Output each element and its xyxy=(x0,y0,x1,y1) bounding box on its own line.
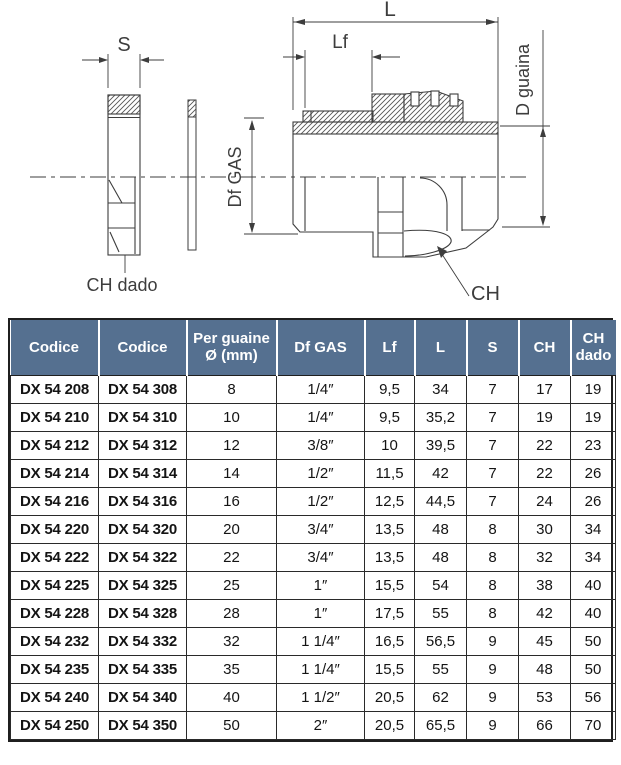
table-cell: DX 54 240 xyxy=(11,683,99,711)
table-cell: 15,5 xyxy=(365,571,415,599)
table-cell: 9,5 xyxy=(365,375,415,403)
table-cell: 38 xyxy=(519,571,571,599)
table-cell: 15,5 xyxy=(365,655,415,683)
table-cell: 40 xyxy=(571,599,616,627)
col-header-s: S xyxy=(467,320,519,375)
dimension-d-guaina xyxy=(500,30,550,227)
table-cell: 35 xyxy=(187,655,277,683)
table-cell: 14 xyxy=(187,459,277,487)
table-cell: DX 54 328 xyxy=(99,599,187,627)
table-cell: 17,5 xyxy=(365,599,415,627)
table-cell: 39,5 xyxy=(415,431,467,459)
table-cell: DX 54 208 xyxy=(11,375,99,403)
table-cell: 56,5 xyxy=(415,627,467,655)
table-cell: 8 xyxy=(187,375,277,403)
table-cell: 65,5 xyxy=(415,711,467,739)
col-header-codice-1: Codice xyxy=(11,320,99,375)
table-cell: 70 xyxy=(571,711,616,739)
table-cell: 8 xyxy=(467,515,519,543)
table-cell: 13,5 xyxy=(365,543,415,571)
table-cell: 53 xyxy=(519,683,571,711)
table-cell: DX 54 322 xyxy=(99,543,187,571)
table-cell: 1/2″ xyxy=(277,487,365,515)
table-cell: 32 xyxy=(519,543,571,571)
table-cell: 1 1/4″ xyxy=(277,655,365,683)
table-cell: 20,5 xyxy=(365,683,415,711)
table-cell: 9 xyxy=(467,711,519,739)
washer-view xyxy=(188,100,196,250)
table-cell: 56 xyxy=(571,683,616,711)
table-cell: 35,2 xyxy=(415,403,467,431)
table-cell: 16 xyxy=(187,487,277,515)
table-cell: DX 54 316 xyxy=(99,487,187,515)
table-cell: 55 xyxy=(415,655,467,683)
table-cell: 7 xyxy=(467,459,519,487)
table-cell: 8 xyxy=(467,571,519,599)
table-cell: 30 xyxy=(519,515,571,543)
table-cell: 3/4″ xyxy=(277,515,365,543)
table-cell: 22 xyxy=(519,431,571,459)
table-cell: 3/8″ xyxy=(277,431,365,459)
table-cell: 32 xyxy=(187,627,277,655)
table-row xyxy=(11,459,616,487)
table-cell: 40 xyxy=(187,683,277,711)
table-cell: 7 xyxy=(467,403,519,431)
table-cell: 20 xyxy=(187,515,277,543)
table-cell: 40 xyxy=(571,571,616,599)
table-row xyxy=(11,403,616,431)
table-cell: 1 1/2″ xyxy=(277,683,365,711)
table-cell: 9 xyxy=(467,627,519,655)
table-cell: DX 54 340 xyxy=(99,683,187,711)
table-cell: 13,5 xyxy=(365,515,415,543)
table-cell: 12 xyxy=(187,431,277,459)
table-cell: 9 xyxy=(467,655,519,683)
table-header-row xyxy=(11,320,616,375)
col-header-df-gas: Df GAS xyxy=(277,320,365,375)
col-header-ch: CH xyxy=(519,320,571,375)
table-cell: DX 54 314 xyxy=(99,459,187,487)
table-row xyxy=(11,515,616,543)
col-header-per-guaine: Per guaine Ø (mm) xyxy=(187,320,277,375)
body-section-view xyxy=(293,91,498,257)
nut-section-view xyxy=(108,95,140,255)
table-cell: 8 xyxy=(467,543,519,571)
table-cell: DX 54 308 xyxy=(99,375,187,403)
table-cell: DX 54 350 xyxy=(99,711,187,739)
callout-ch-label: CH xyxy=(471,283,500,305)
table-cell: 10 xyxy=(365,431,415,459)
table-row xyxy=(11,431,616,459)
dimension-df-gas xyxy=(225,118,298,234)
table-row xyxy=(11,683,616,711)
table-cell: 20,5 xyxy=(365,711,415,739)
table-row xyxy=(11,627,616,655)
callout-ch xyxy=(437,246,500,305)
table-cell: 3/4″ xyxy=(277,543,365,571)
table-cell: 16,5 xyxy=(365,627,415,655)
dimension-s-label: S xyxy=(117,34,131,56)
technical-drawing xyxy=(0,0,621,312)
table-row xyxy=(11,543,616,571)
table-cell: 10 xyxy=(187,403,277,431)
table-row xyxy=(11,599,616,627)
table-cell: 42 xyxy=(415,459,467,487)
col-header-ch-dado: CH dado xyxy=(571,320,616,375)
table-cell: 7 xyxy=(467,431,519,459)
table-cell: 9,5 xyxy=(365,403,415,431)
table-cell: 7 xyxy=(467,375,519,403)
table-cell: DX 54 222 xyxy=(11,543,99,571)
table-cell: 8 xyxy=(467,599,519,627)
dimensions-table-grid xyxy=(10,320,616,740)
table-cell: 62 xyxy=(415,683,467,711)
table-cell: DX 54 235 xyxy=(11,655,99,683)
table-cell: 34 xyxy=(415,375,467,403)
table-row xyxy=(11,487,616,515)
callout-ch-dado xyxy=(86,255,157,295)
dimension-d-guaina-label: D guaina xyxy=(513,43,533,117)
table-cell: 17 xyxy=(519,375,571,403)
table-cell: 12,5 xyxy=(365,487,415,515)
col-header-codice-2: Codice xyxy=(99,320,187,375)
table-cell: DX 54 214 xyxy=(11,459,99,487)
table-cell: 54 xyxy=(415,571,467,599)
table-cell: 55 xyxy=(415,599,467,627)
dimension-lf-label: Lf xyxy=(332,32,348,53)
table-cell: 7 xyxy=(467,487,519,515)
table-cell: 48 xyxy=(519,655,571,683)
dimension-l-label: L xyxy=(384,0,396,21)
col-header-lf: Lf xyxy=(365,320,415,375)
table-cell: 23 xyxy=(571,431,616,459)
table-cell: 48 xyxy=(415,515,467,543)
table-cell: 42 xyxy=(519,599,571,627)
table-cell: 2″ xyxy=(277,711,365,739)
table-cell: 45 xyxy=(519,627,571,655)
table-cell: 19 xyxy=(519,403,571,431)
table-cell: 24 xyxy=(519,487,571,515)
table-cell: 9 xyxy=(467,683,519,711)
table-cell: 50 xyxy=(571,655,616,683)
table-cell: 50 xyxy=(187,711,277,739)
col-header-l: L xyxy=(415,320,467,375)
table-cell: 11,5 xyxy=(365,459,415,487)
table-cell: DX 54 320 xyxy=(99,515,187,543)
table-cell: 1/2″ xyxy=(277,459,365,487)
table-cell: 44,5 xyxy=(415,487,467,515)
table-row xyxy=(11,711,616,739)
table-cell: DX 54 310 xyxy=(99,403,187,431)
table-cell: 48 xyxy=(415,543,467,571)
table-cell: 1″ xyxy=(277,599,365,627)
table-cell: DX 54 332 xyxy=(99,627,187,655)
table-cell: DX 54 212 xyxy=(11,431,99,459)
table-row xyxy=(11,375,616,403)
table-cell: 22 xyxy=(519,459,571,487)
table-cell: 66 xyxy=(519,711,571,739)
dimensions-table xyxy=(8,318,613,742)
table-cell: 26 xyxy=(571,459,616,487)
table-cell: DX 54 225 xyxy=(11,571,99,599)
table-cell: 1 1/4″ xyxy=(277,627,365,655)
table-cell: 19 xyxy=(571,403,616,431)
table-cell: DX 54 210 xyxy=(11,403,99,431)
table-cell: DX 54 335 xyxy=(99,655,187,683)
table-cell: DX 54 228 xyxy=(11,599,99,627)
table-cell: DX 54 312 xyxy=(99,431,187,459)
table-cell: 25 xyxy=(187,571,277,599)
table-row xyxy=(11,655,616,683)
callout-ch-dado-label: CH dado xyxy=(86,275,158,295)
table-cell: 22 xyxy=(187,543,277,571)
table-cell: 1/4″ xyxy=(277,375,365,403)
table-cell: 28 xyxy=(187,599,277,627)
table-cell: DX 54 220 xyxy=(11,515,99,543)
table-cell: DX 54 250 xyxy=(11,711,99,739)
table-cell: 19 xyxy=(571,375,616,403)
table-cell: 50 xyxy=(571,627,616,655)
table-cell: 1/4″ xyxy=(277,403,365,431)
table-cell: DX 54 216 xyxy=(11,487,99,515)
dimension-s xyxy=(82,34,164,88)
table-cell: 1″ xyxy=(277,571,365,599)
table-cell: 34 xyxy=(571,515,616,543)
table-cell: DX 54 325 xyxy=(99,571,187,599)
table-cell: DX 54 232 xyxy=(11,627,99,655)
dimension-df-gas-label: Df GAS xyxy=(225,146,245,208)
table-cell: 34 xyxy=(571,543,616,571)
table-cell: 26 xyxy=(571,487,616,515)
table-row xyxy=(11,571,616,599)
